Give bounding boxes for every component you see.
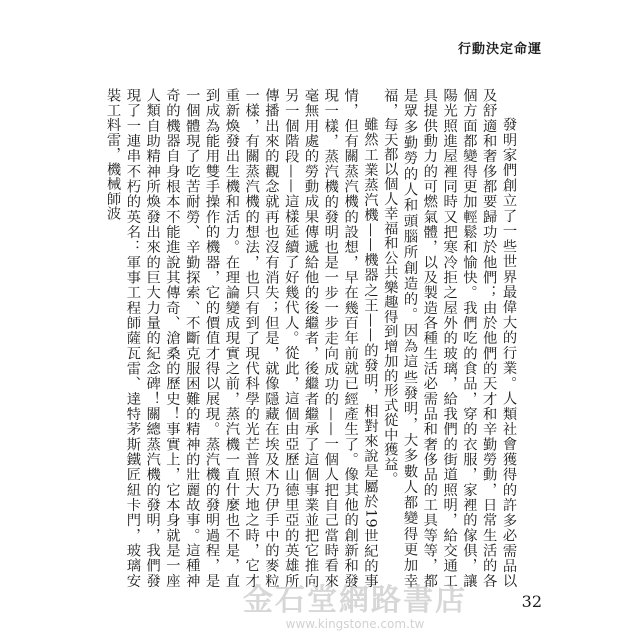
watermark-url: www.kingstone.com.tw [285,617,425,631]
running-header: 行動決定命運 [457,42,542,57]
watermark-logo-text: 金石堂網路書店 [243,583,467,618]
vertical-body-text [105,88,518,588]
paragraph: 發明家們創立了一些世界最偉大的行業。人類社會獲得的許多必需品以及舒適和奢侈都要歸功於他們；由於他們的天才和辛勤勞動，日常生活的各個方面都變得更加輕鬆和愉快。我們吃的食品，穿的衣服，家裡的傢俱，讓陽光照進屋裡同時又把寒冷拒之屋外的玻璃，給我們的街道照明，給交通工具提供動力的可燃氣體，以及製造各種生活必需品和奢侈品的工具等等，都是眾多勤勞的人和頭腦所創造的。因為這些發明，大多數人都變得更加幸福，每天都以個人幸福和公共樂趣得到增加的形式從中獲益。 [382,88,517,588]
paragraph: 雖然工業蒸汽機——機器之王——的發明，相對來說是屬於19世紀的事情，但有關蒸汽機的設想，早在幾百年前就已經產生了。像其他的創新和發現一樣，蒸汽機的發明也是一步一步走向成功的——一個人把自己當時看來毫無用處的勞動成果傳遞給他的後繼者，後繼者繼承了這個事業並把它推向另一個階段——這樣延續了好幾代人。從此，這個由亞歷山德里亞的英雄所傳播出來的觀念就再也沒有消失；但是，就像隱藏在埃及木乃伊手中的麥粒一樣，有關蒸汽機的想法，也只有到了現代科學的光芒普照大地之時，它才重新煥發出生機和活力。在理論變成現實之前，蒸汽機一直什麼也不是，直到成為能用雙手操作的機器，它的價值才得以展現。蒸汽機的發明過程，是一個體現了吃苦耐勞、辛勤探索、不斷克服困難的精神的壯麗故事。這種神奇的機器自身根本不能進說其傳奇、滄桑的歷史！事實上，它本身就是一座人類自助精神所煥發出來的巨大力量的紀念碑！關總蒸汽機的發明，我們發現了一連串不朽的英名：軍事工程師薩瓦雷、達特茅斯鐵匠紐卡門，玻璃安裝工料雷，機械師波 [105,88,379,588]
watermark [210,585,500,635]
page-number: 32 [521,592,542,611]
